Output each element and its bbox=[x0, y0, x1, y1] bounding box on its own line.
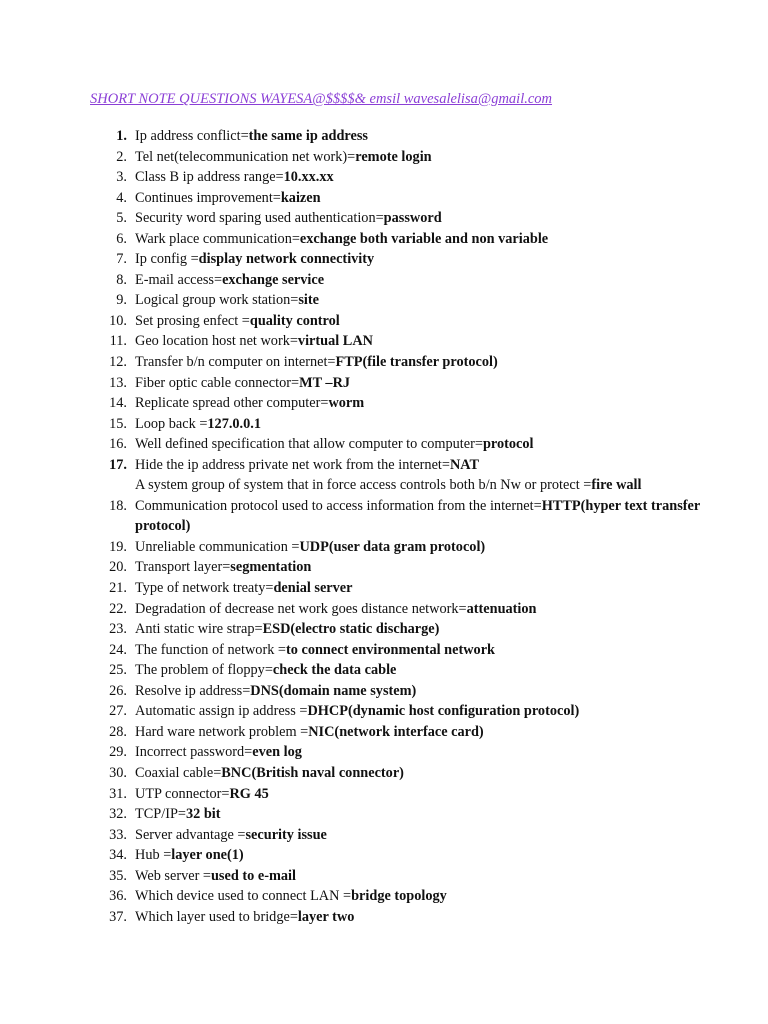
item-text bbox=[135, 660, 710, 681]
item-answer: DNS(domain name system) bbox=[250, 682, 417, 699]
item-number: 12. bbox=[109, 354, 127, 371]
item-question: Ip config = bbox=[135, 251, 199, 268]
item-text bbox=[135, 907, 710, 928]
item-text bbox=[135, 311, 710, 332]
list-item bbox=[90, 352, 710, 373]
item-question: The problem of floppy= bbox=[135, 662, 273, 679]
item-answer: MT –RJ bbox=[299, 374, 351, 391]
item-number: 17. bbox=[109, 456, 127, 473]
item-number: 2. bbox=[116, 148, 127, 165]
item-answer: used to e-mail bbox=[210, 867, 296, 884]
item-number: 33. bbox=[109, 826, 127, 843]
item-answer: quality control bbox=[249, 312, 340, 329]
item-text bbox=[135, 866, 710, 887]
item-number: 4. bbox=[116, 189, 127, 206]
item-answer: site bbox=[298, 292, 319, 309]
list-item bbox=[90, 270, 710, 291]
item-question: UTP connector= bbox=[135, 785, 230, 802]
list-item bbox=[90, 537, 710, 558]
header-text: SHORT NOTE QUESTIONS WAYESA@$$$$& emsil wavesalelisa@gmail.com bbox=[90, 91, 553, 107]
item-question: Security word sparing used authentication= bbox=[135, 210, 384, 227]
item-text bbox=[135, 126, 710, 147]
item-answer: remote login bbox=[355, 148, 432, 165]
list-item bbox=[90, 701, 710, 722]
list-item bbox=[90, 147, 710, 168]
list-item bbox=[90, 742, 710, 763]
item-answer: attenuation bbox=[466, 600, 537, 617]
item-number: 15. bbox=[109, 415, 127, 432]
item-text bbox=[135, 249, 710, 270]
list-item bbox=[90, 845, 710, 866]
list-item bbox=[90, 557, 710, 578]
item-answer: RG 45 bbox=[229, 785, 269, 802]
item-number: 8. bbox=[116, 271, 127, 288]
list-item bbox=[90, 126, 710, 147]
list-item bbox=[90, 475, 710, 496]
list-item bbox=[90, 373, 710, 394]
item-number: 14. bbox=[109, 395, 127, 412]
item-number: 6. bbox=[116, 230, 127, 247]
item-answer: segmentation bbox=[230, 559, 312, 576]
item-text bbox=[135, 229, 710, 250]
item-question: Hard ware network problem = bbox=[135, 723, 309, 740]
item-answer: to connect environmental network bbox=[286, 641, 496, 658]
item-answer: denial server bbox=[273, 580, 353, 597]
item-answer: NIC(network interface card) bbox=[308, 723, 484, 740]
item-answer: virtual LAN bbox=[297, 333, 373, 350]
list-item bbox=[90, 866, 710, 887]
item-answer: 127.0.0.1 bbox=[207, 415, 262, 432]
item-text bbox=[135, 722, 710, 743]
item-number: 13. bbox=[109, 374, 127, 391]
item-question: Incorrect password= bbox=[135, 744, 253, 761]
item-answer: 10.xx.xx bbox=[283, 169, 334, 186]
question-list bbox=[90, 126, 710, 927]
item-question: Wark place communication= bbox=[135, 230, 300, 247]
item-text bbox=[135, 742, 710, 763]
item-number: 36. bbox=[109, 888, 127, 905]
item-number: 30. bbox=[109, 764, 127, 781]
list-item bbox=[90, 599, 710, 620]
list-item bbox=[90, 804, 710, 825]
item-answer: security issue bbox=[245, 826, 327, 843]
list-item bbox=[90, 784, 710, 805]
item-text bbox=[135, 701, 710, 722]
item-answer: 32 bit bbox=[185, 806, 221, 823]
item-text bbox=[135, 619, 710, 640]
item-question: Which layer used to bridge= bbox=[135, 908, 298, 925]
list-item bbox=[90, 660, 710, 681]
item-answer: fire wall bbox=[591, 477, 642, 494]
item-text bbox=[135, 167, 710, 188]
list-item bbox=[90, 825, 710, 846]
item-question: Type of network treaty= bbox=[135, 580, 274, 597]
list-item bbox=[90, 167, 710, 188]
item-text bbox=[135, 414, 710, 435]
list-item bbox=[90, 188, 710, 209]
item-question: Resolve ip address= bbox=[135, 682, 251, 699]
item-text bbox=[135, 373, 710, 394]
item-answer: display network connectivity bbox=[198, 251, 375, 268]
list-item bbox=[90, 455, 710, 476]
item-text bbox=[135, 147, 710, 168]
item-number: 24. bbox=[109, 641, 127, 658]
item-text bbox=[135, 352, 710, 373]
list-item bbox=[90, 886, 710, 907]
item-text bbox=[135, 640, 710, 661]
list-item bbox=[90, 763, 710, 784]
item-answer: exchange both variable and non variable bbox=[299, 230, 549, 247]
item-number: 9. bbox=[116, 292, 127, 309]
item-text bbox=[135, 475, 710, 496]
item-number: 37. bbox=[109, 908, 127, 925]
item-answer: BNC(British naval connector) bbox=[221, 764, 404, 781]
item-number: 18. bbox=[109, 497, 127, 514]
item-text bbox=[135, 578, 710, 599]
item-question: Replicate spread other computer= bbox=[135, 395, 329, 412]
item-question: E-mail access= bbox=[135, 271, 223, 288]
item-question: Degradation of decrease net work goes distance network= bbox=[135, 600, 467, 617]
list-item bbox=[90, 208, 710, 229]
item-question: Automatic assign ip address = bbox=[135, 703, 308, 720]
item-number: 1. bbox=[116, 128, 127, 144]
item-question: Loop back = bbox=[135, 415, 208, 432]
item-question: Well defined specification that allow computer to computer= bbox=[135, 436, 483, 453]
item-number: 34. bbox=[109, 847, 127, 864]
item-answer: ESD(electro static discharge) bbox=[262, 621, 440, 638]
item-text bbox=[135, 290, 710, 311]
item-question: Transport layer= bbox=[135, 559, 231, 576]
item-question: The function of network = bbox=[135, 641, 286, 658]
item-text bbox=[135, 763, 710, 784]
item-answer: FTP(file transfer protocol) bbox=[335, 354, 498, 371]
list-item bbox=[90, 311, 710, 332]
item-question: Hide the ip address private net work from the internet= bbox=[135, 456, 450, 473]
list-item bbox=[90, 640, 710, 661]
item-question: Geo location host net work= bbox=[135, 333, 298, 350]
item-number: 10. bbox=[109, 312, 127, 329]
item-number: 23. bbox=[109, 621, 127, 638]
item-question: Transfer b/n computer on internet= bbox=[135, 354, 336, 371]
item-answer: password bbox=[383, 210, 442, 227]
item-text bbox=[135, 188, 710, 209]
item-text bbox=[135, 434, 710, 455]
item-text bbox=[135, 270, 710, 291]
item-answer: bridge topology bbox=[351, 888, 447, 905]
item-answer: UDP(user data gram protocol) bbox=[299, 538, 486, 555]
item-answer: NAT bbox=[449, 456, 480, 473]
item-question: Logical group work station= bbox=[135, 292, 299, 309]
item-answer: layer one(1) bbox=[171, 847, 244, 864]
item-question: Continues improvement= bbox=[135, 189, 281, 206]
item-answer: HTTP(hyper text transfer protocol) bbox=[135, 497, 700, 535]
item-number: 22. bbox=[109, 600, 127, 617]
item-number: 16. bbox=[109, 436, 127, 453]
item-number: 31. bbox=[109, 785, 127, 802]
item-question: Ip address conflict= bbox=[135, 128, 249, 144]
item-number: 28. bbox=[109, 723, 127, 740]
item-answer: protocol bbox=[482, 436, 534, 453]
item-number: 7. bbox=[116, 251, 127, 268]
list-item bbox=[90, 229, 710, 250]
item-answer: DHCP(dynamic host configuration protocol) bbox=[307, 703, 580, 720]
item-question: Unreliable communication = bbox=[135, 538, 300, 555]
item-text bbox=[135, 784, 710, 805]
list-item bbox=[90, 496, 710, 537]
document-header bbox=[90, 91, 552, 108]
item-text bbox=[135, 393, 710, 414]
item-answer: layer two bbox=[297, 908, 355, 925]
item-number: 21. bbox=[109, 580, 127, 597]
item-question: Which device used to connect LAN = bbox=[135, 888, 352, 905]
item-text bbox=[135, 331, 710, 352]
item-number: 27. bbox=[109, 703, 127, 720]
list-item bbox=[90, 907, 710, 928]
item-answer: check the data cable bbox=[272, 662, 397, 679]
item-question: Tel net(telecommunication net work)= bbox=[135, 148, 356, 165]
item-question: Class B ip address range= bbox=[135, 169, 284, 186]
list-item bbox=[90, 249, 710, 270]
item-text bbox=[135, 845, 710, 866]
item-answer: even log bbox=[252, 744, 302, 761]
item-number: 19. bbox=[109, 538, 127, 555]
list-item bbox=[90, 331, 710, 352]
item-number: 20. bbox=[109, 559, 127, 576]
item-question: Fiber optic cable connector= bbox=[135, 374, 300, 391]
list-item bbox=[90, 578, 710, 599]
item-number: 5. bbox=[116, 210, 127, 227]
list-item bbox=[90, 681, 710, 702]
item-question: Server advantage = bbox=[135, 826, 246, 843]
item-text bbox=[135, 455, 710, 476]
item-text bbox=[135, 599, 710, 620]
list-item bbox=[90, 290, 710, 311]
list-item bbox=[90, 434, 710, 455]
item-answer: worm bbox=[328, 395, 365, 412]
list-item bbox=[90, 619, 710, 640]
item-text bbox=[135, 496, 710, 537]
item-question: Web server = bbox=[135, 867, 211, 884]
list-item bbox=[90, 393, 710, 414]
item-question: Coaxial cable= bbox=[135, 764, 222, 781]
item-answer: exchange service bbox=[222, 271, 325, 288]
item-number: 29. bbox=[109, 744, 127, 761]
item-number: 11. bbox=[109, 333, 127, 350]
item-question: A system group of system that in force access controls both b/n Nw or protect = bbox=[135, 477, 592, 494]
list-item bbox=[90, 414, 710, 435]
item-question: TCP/IP= bbox=[135, 806, 186, 823]
item-question: Set prosing enfect = bbox=[135, 312, 250, 329]
item-number: 35. bbox=[109, 867, 127, 884]
item-answer: the same ip address bbox=[248, 128, 368, 144]
item-text bbox=[135, 825, 710, 846]
item-text bbox=[135, 804, 710, 825]
item-answer: kaizen bbox=[280, 189, 321, 206]
item-text bbox=[135, 537, 710, 558]
item-number: 32. bbox=[109, 806, 127, 823]
item-number: 26. bbox=[109, 682, 127, 699]
item-number: 25. bbox=[109, 662, 127, 679]
list-item bbox=[90, 722, 710, 743]
item-question: Anti static wire strap= bbox=[135, 621, 263, 638]
item-text bbox=[135, 681, 710, 702]
item-text bbox=[135, 557, 710, 578]
item-text bbox=[135, 208, 710, 229]
item-text bbox=[135, 886, 710, 907]
item-question: Communication protocol used to access information from the internet= bbox=[135, 497, 542, 514]
item-question: Hub = bbox=[135, 847, 172, 864]
item-number: 3. bbox=[116, 169, 127, 186]
